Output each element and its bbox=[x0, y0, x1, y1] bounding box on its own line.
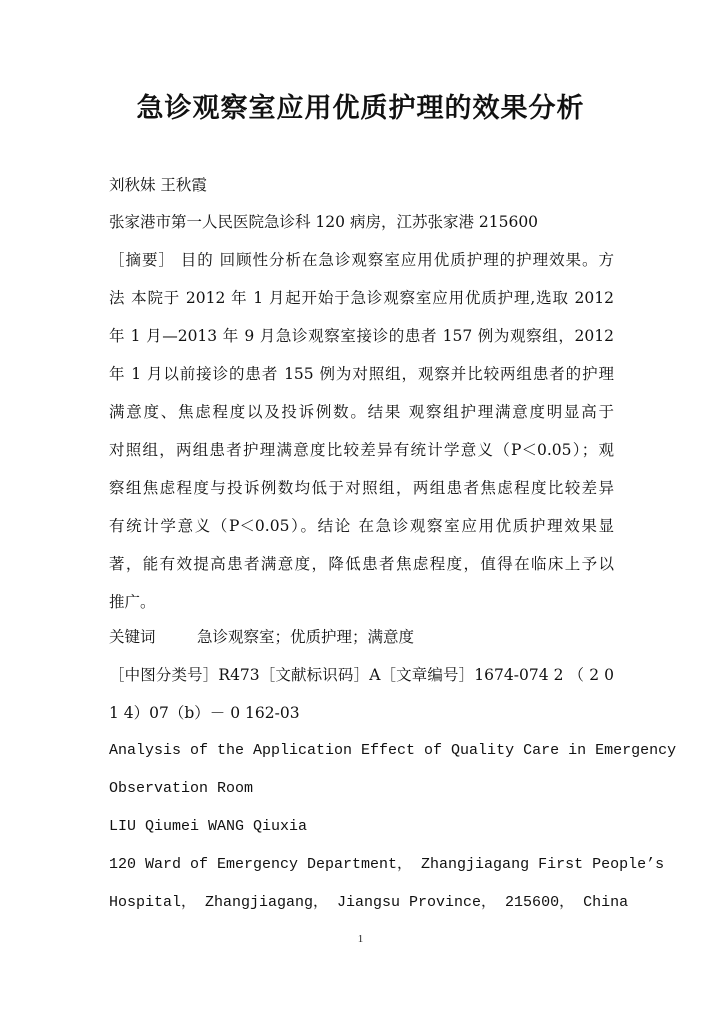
abstract-line: 年 1 月以前接诊的患者 155 例为对照组，观察并比较两组患者的护理 bbox=[109, 365, 614, 383]
abstract-line: ［摘要］ 目的 回顾性分析在急诊观察室应用优质护理的护理效果。方 bbox=[109, 251, 614, 269]
english-affiliation-line: 120 Ward of Emergency Department， Zhangjiagang First People’s bbox=[109, 856, 665, 873]
abstract-line: 察组焦虑程度与投诉例数均低于对照组，两组患者焦虑程度比较差异 bbox=[109, 479, 614, 497]
abstract-line: 著，能有效提高患者满意度，降低患者焦虑程度，值得在临床上予以 bbox=[109, 555, 614, 573]
abstract-line: 推广。 bbox=[109, 593, 156, 611]
classification-line: ［中图分类号］R473［文献标识码］A［文章编号］1674-074 2 （ 2 0 bbox=[109, 666, 614, 684]
authors: 刘秋妹 王秋霞 bbox=[109, 176, 207, 194]
keywords-label: 关键词 bbox=[109, 628, 156, 646]
abstract-line: 年 1 月—2013 年 9 月急诊观察室接诊的患者 157 例为观察组，2012 bbox=[109, 327, 614, 345]
keywords-row bbox=[109, 627, 614, 647]
english-affiliation-line: Hospital， Zhangjiagang， Jiangsu Province， 215600， China bbox=[109, 894, 629, 911]
english-authors: LIU Qiumei WANG Qiuxia bbox=[109, 818, 308, 835]
affiliation: 张家港市第一人民医院急诊科 120 病房，江苏张家港 215600 bbox=[109, 213, 539, 231]
page-number: 1 bbox=[357, 933, 364, 945]
classification-line: 1 4）07（b）－ 0 162-03 bbox=[109, 704, 300, 722]
abstract-line: 满意度、焦虑程度以及投诉例数。结果 观察组护理满意度明显高于 bbox=[109, 403, 614, 421]
abstract-line: 对照组，两组患者护理满意度比较差异有统计学意义（P＜0.05）；观 bbox=[109, 441, 614, 459]
english-title-line: Analysis of the Application Effect of Quality Care in Emergency bbox=[109, 742, 677, 759]
abstract-line: 法 本院于 2012 年 1 月起开始于急诊观察室应用优质护理,选取 2012 bbox=[109, 289, 614, 307]
document-title: 急诊观察室应用优质护理的效果分析 bbox=[136, 93, 585, 124]
keywords-value: 急诊观察室；优质护理；满意度 bbox=[197, 628, 415, 646]
english-title-line: Observation Room bbox=[109, 780, 254, 797]
abstract-line: 有统计学意义（P＜0.05）。结论 在急诊观察室应用优质护理效果显 bbox=[109, 517, 614, 535]
